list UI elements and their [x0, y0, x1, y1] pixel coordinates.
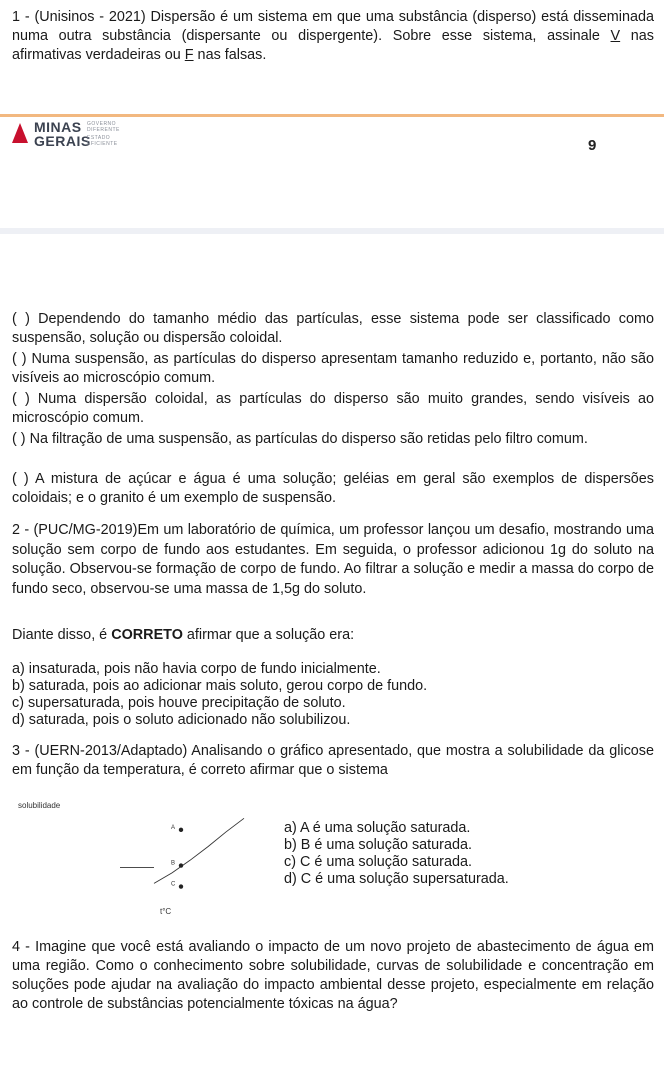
y-axis-label: solubilidade [18, 801, 61, 810]
q4-stem: 4 - Imagine que você está avaliando o impacto de um novo projeto de abastecimento de água em uma região. Como o conhecimento sobre solubilidade, curvas de solubilidade e concentração em soluções pode ajudar na avaliação do impacto ambiental desse projeto, especialmente em relação ao controle de substâncias potencialmente tóxicas na água? [12, 939, 654, 1012]
point-b [179, 863, 183, 867]
q1-item: ( ) Dependendo do tamanho médio das partículas, esse sistema pode ser classificado como suspensão, solução ou dispersão coloidal. [12, 311, 654, 346]
header-divider [0, 114, 664, 117]
q2-prompt-emphasis: CORRETO [111, 627, 183, 643]
q2-option-a: a) insaturada, pois não havia corpo de fundo inicialmente. [12, 661, 381, 677]
q3-option-c: c) C é uma solução saturada. [284, 854, 472, 870]
x-axis-label: t°C [160, 907, 172, 916]
q1-intro-text-end: nas falsas. [193, 47, 267, 63]
q1-intro-text: 1 - (Unisinos - 2021) Dispersão é um sistema em que uma substância (disperso) está disseminada numa outra substância (dispersante ou dispergente). Sobre esse sistema, assinale [12, 9, 654, 44]
q1-false-marker: F [184, 47, 194, 63]
logo-tag-governo: GOVERNO [87, 121, 117, 127]
q2-option-d: d) saturada, pois o soluto adicionado não solubilizou. [12, 712, 351, 728]
q2-prompt-text-end: afirmar que a solução era: [182, 627, 355, 643]
logo-word-minas: MINAS [34, 119, 82, 135]
page-number: 9 [588, 137, 597, 154]
point-label-c: C [171, 881, 176, 888]
q2-option-c: c) supersaturada, pois houve precipitação de soluto. [12, 695, 346, 711]
logo-word-gerais: GERAIS [34, 133, 91, 149]
q3-option-d: d) C é uma solução supersaturada. [284, 871, 509, 887]
point-label-b: B [171, 860, 176, 867]
logo-triangle-icon [12, 123, 28, 143]
q3-option-b: b) B é uma solução saturada. [284, 837, 472, 853]
q1-intro-text-mid: nas afirmativas verdadeiras ou [12, 28, 654, 63]
solubility-curve [154, 818, 244, 883]
logo-tag-estado: ESTADO [87, 135, 111, 141]
q1-item: ( ) A mistura de açúcar e água é uma solução; geléias em geral são exemplos de dispersões coloidais; e o granito é um exemplo de suspensão. [12, 471, 654, 506]
q3-stem: 3 - (UERN-2013/Adaptado) Analisando o gráfico apresentado, que mostra a solubilidade da glicose em função da temperatura, é correto afirmar que o sistema [12, 743, 654, 778]
q1-intro [12, 8, 654, 65]
q1-item: ( ) Na filtração de uma suspensão, as partículas do disperso são retidas pelo filtro comum. [12, 431, 588, 447]
minas-gerais-logo [12, 120, 152, 160]
page-break-divider [0, 228, 664, 234]
q3-options [284, 820, 584, 888]
logo-tag-eficiente: EFICIENTE [87, 141, 118, 147]
q2-stem: 2 - (PUC/MG-2019)Em um laboratório de química, um professor lançou um desafio, mostrando uma solução sem corpo de fundo aos estudantes. Em seguida, o professor adicionou 1g do soluto na solução. Observou-se formação de corpo de fundo. Ao filtrar a solução e medir a massa do corpo de fundo seco, observou-se uma massa de 1,5g do soluto. [12, 522, 654, 597]
solubility-chart [14, 798, 264, 916]
q1-item: ( ) Numa dispersão coloidal, as partículas do disperso são muito grandes, sendo visíveis ao microscópio comum. [12, 391, 654, 426]
logo-tag-diferente: DIFERENTE [87, 127, 120, 133]
point-c [179, 884, 183, 888]
q1-item: ( ) Numa suspensão, as partículas do disperso apresentam tamanho reduzido e, portanto, não são visíveis ao microscópio comum. [12, 351, 654, 386]
point-label-a: A [171, 824, 176, 831]
q2-prompt-text: Diante disso, é [12, 627, 112, 643]
q2-option-b: b) saturada, pois ao adicionar mais soluto, gerou corpo de fundo. [12, 678, 428, 694]
q1-true-marker: V [610, 28, 621, 44]
q3-option-a: a) A é uma solução saturada. [284, 820, 471, 836]
q2-prompt [12, 626, 654, 645]
point-a [179, 828, 183, 832]
